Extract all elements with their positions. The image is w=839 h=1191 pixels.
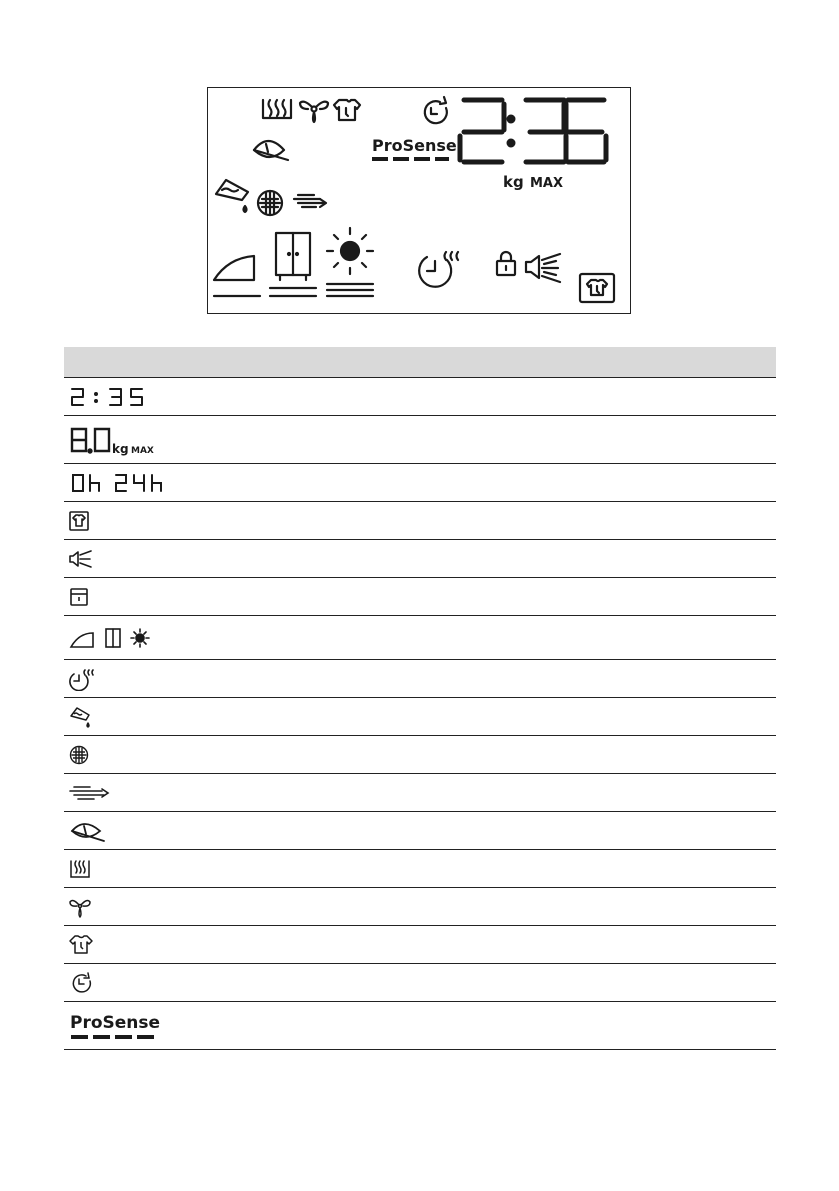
sun-icon: [131, 629, 149, 647]
table-row: [64, 660, 776, 698]
prosense-label: ProSense: [70, 1012, 161, 1033]
air-flow-icon: [68, 781, 112, 805]
time-display-digits: [460, 100, 606, 162]
description-cell: [752, 378, 776, 416]
sun-icon: [327, 228, 373, 296]
description-cell: [752, 888, 776, 926]
sound-off-icon: [68, 548, 94, 570]
leaf-icon: [254, 141, 288, 160]
shirt-icon: [334, 100, 360, 120]
symbol-cell: [64, 888, 752, 926]
table-row: [64, 888, 776, 926]
load-kg-max-icon: [68, 423, 168, 457]
control-panel-display: [207, 87, 631, 314]
table-row: [64, 774, 776, 812]
leaf-icon: [68, 819, 112, 843]
cupboard-icon: [270, 233, 316, 296]
max-label: MAX: [530, 176, 564, 191]
door-lock-icon: [68, 586, 92, 608]
table-header-row: [64, 347, 776, 378]
sound-off-icon: [526, 254, 560, 282]
clock-arrow-icon: [425, 97, 447, 123]
table-row: [64, 540, 776, 578]
table-row: [64, 578, 776, 616]
description-cell: [752, 774, 776, 812]
anti-crease-steam-icon: [68, 667, 96, 691]
symbol-cell: [64, 964, 752, 1002]
table-row: [64, 964, 776, 1002]
description-cell: [752, 416, 776, 464]
table-row: [64, 464, 776, 502]
iron-cupboard-sun-icons: [68, 625, 168, 651]
steam-icon: [263, 100, 291, 118]
table-row: [64, 812, 776, 850]
steam-icon: [68, 857, 94, 881]
anti-crease-steam-icon: [419, 252, 458, 287]
shirt-box-icon: [580, 274, 614, 302]
symbol-cell: [64, 502, 752, 540]
symbol-cell: [64, 616, 752, 660]
symbol-cell: [64, 660, 752, 698]
symbol-cell: [64, 698, 752, 736]
fan-icon: [68, 895, 94, 919]
delay-hours-icon: [68, 472, 178, 494]
symbol-cell: [64, 850, 752, 888]
symbol-cell: [64, 464, 752, 502]
prosense-bars: [71, 1035, 154, 1039]
symbol-cell: [64, 416, 752, 464]
table-header: [64, 347, 776, 378]
description-cell: [752, 736, 776, 774]
filter-icon: [258, 191, 282, 215]
symbol-cell: [64, 774, 752, 812]
table-row: [64, 926, 776, 964]
symbol-cell: [64, 378, 752, 416]
table-row: [64, 698, 776, 736]
shirt-box-icon: [68, 510, 92, 532]
description-cell: [752, 698, 776, 736]
table-row: [64, 378, 776, 416]
load-unit: kg: [112, 441, 129, 456]
description-cell: [752, 464, 776, 502]
description-cell: [752, 578, 776, 616]
description-cell: [752, 660, 776, 698]
symbol-cell: [64, 578, 752, 616]
description-cell: [752, 540, 776, 578]
description-cell: [752, 502, 776, 540]
iron-icon: [214, 256, 260, 296]
table-row: [64, 502, 776, 540]
prosense-bars: [372, 157, 449, 161]
symbol-cell: [64, 1002, 752, 1050]
symbol-cell: [64, 812, 752, 850]
description-cell: [752, 850, 776, 888]
table-row: [64, 850, 776, 888]
table-row: [64, 416, 776, 464]
filter-icon: [68, 743, 92, 767]
description-cell: [752, 964, 776, 1002]
air-flow-icon: [294, 195, 326, 207]
load-max: MAX: [131, 445, 154, 456]
symbol-cell: [64, 540, 752, 578]
symbols-table: [64, 347, 776, 1050]
prosense-icon: [68, 1008, 168, 1044]
description-cell: [752, 616, 776, 660]
symbol-cell: [64, 926, 752, 964]
fan-icon: [300, 102, 328, 122]
iron-icon: [71, 633, 93, 647]
time-digits-icon: [68, 386, 148, 408]
door-lock-icon: [497, 252, 515, 275]
water-container-icon: [216, 180, 248, 212]
cupboard-icon: [106, 629, 120, 647]
kg-label: kg: [503, 173, 524, 191]
symbol-cell: [64, 736, 752, 774]
water-container-icon: [68, 705, 96, 729]
description-cell: [752, 1002, 776, 1050]
table-row: [64, 736, 776, 774]
clock-arrow-icon: [68, 971, 94, 995]
display-drawing: [208, 88, 632, 315]
table-row: [64, 1002, 776, 1050]
description-cell: [752, 926, 776, 964]
shirt-icon: [68, 933, 94, 957]
table-row: [64, 616, 776, 660]
prosense-label: ProSense: [372, 136, 457, 155]
description-cell: [752, 812, 776, 850]
